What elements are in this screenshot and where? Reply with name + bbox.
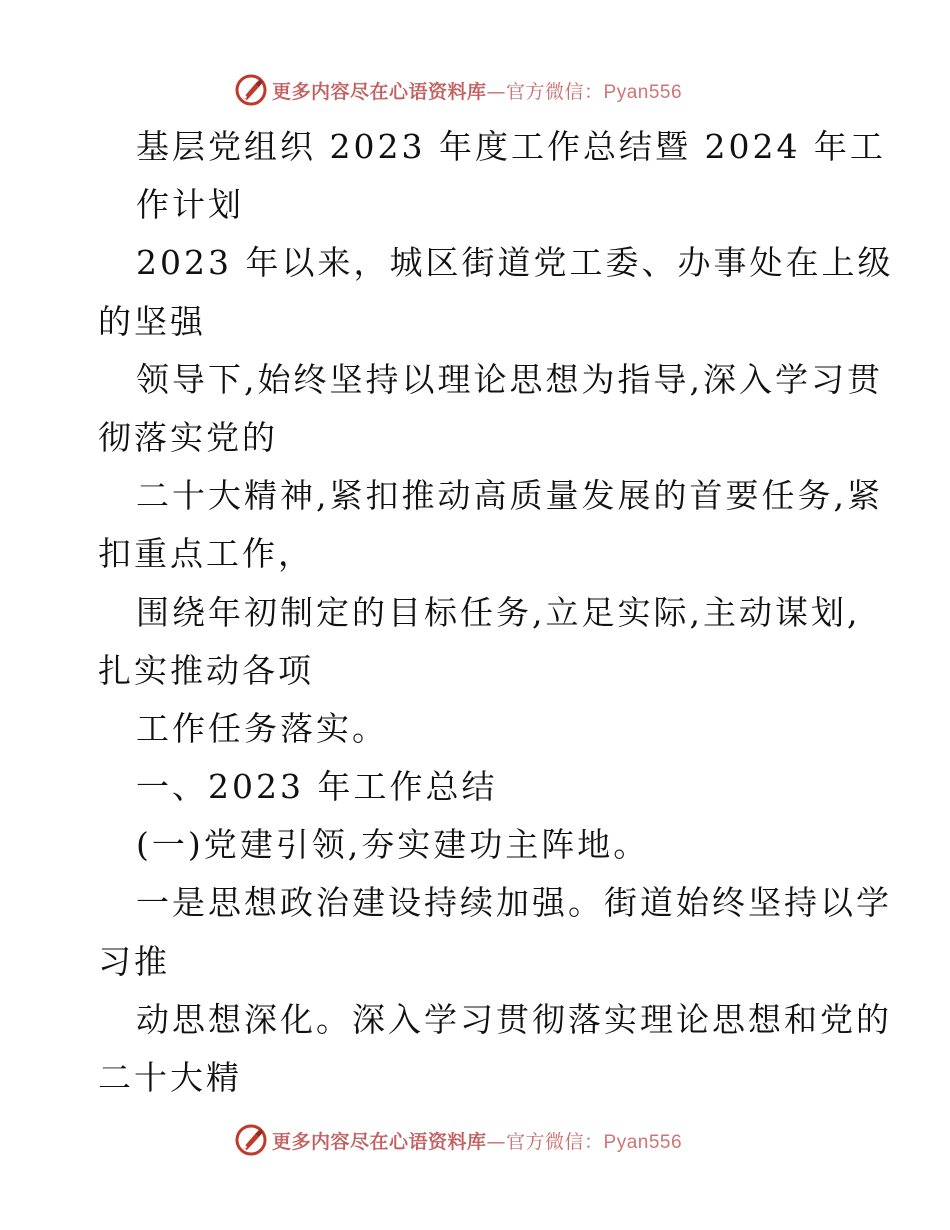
text-line: 习推 <box>98 941 170 981</box>
text-line: 二十大精 <box>98 1058 242 1097</box>
watermark-text <box>272 77 682 104</box>
watermark-dash: — <box>486 80 507 103</box>
text-line: 作计划 <box>136 185 244 225</box>
pen-logo-icon <box>234 1123 268 1157</box>
watermark-id: Pyan556 <box>603 1131 683 1153</box>
footer-watermark <box>234 1122 682 1158</box>
text-line: 彻落实党的 <box>98 417 278 457</box>
watermark-label: 官方微信： <box>506 1130 604 1153</box>
text-line: 扎实推动各项 <box>98 650 314 690</box>
text-line: 一是思想政治建设持续加强。街道始终坚持以学 <box>136 883 892 923</box>
text-line: 扣重点工作， <box>98 534 314 574</box>
watermark-brand: 更多内容尽在心语资料库 <box>272 1130 487 1153</box>
header-watermark <box>234 72 682 108</box>
text-line: 的坚强 <box>98 301 206 341</box>
document-body <box>98 118 894 1107</box>
text-line: 围绕年初制定的目标任务,立足实际,主动谋划, <box>136 592 861 632</box>
watermark-text <box>272 1127 682 1154</box>
watermark-label: 官方微信： <box>506 80 604 103</box>
watermark-brand: 更多内容尽在心语资料库 <box>272 80 487 103</box>
section-heading: 一、2023 年工作总结 <box>136 767 498 807</box>
text-line: 基层党组织 2023 年度工作总结暨 2024 年工 <box>136 127 886 166</box>
text-line: 2023 年以来，城区街道党工委、办事处在上级 <box>136 243 894 283</box>
text-line: 领导下,始终坚持以理论思想为指导,深入学习贯 <box>136 359 883 399</box>
text-line: 工作任务落实。 <box>136 708 388 748</box>
pen-logo-icon <box>234 73 268 107</box>
watermark-id: Pyan556 <box>603 81 683 103</box>
watermark-dash: — <box>486 1130 507 1153</box>
subsection-heading: (一)党建引领,夯实建功主阵地。 <box>136 825 650 865</box>
text-line: 二十大精神,紧扣推动高质量发展的首要任务,紧 <box>136 476 883 516</box>
text-line: 动思想深化。深入学习贯彻落实理论思想和党的 <box>136 999 892 1039</box>
